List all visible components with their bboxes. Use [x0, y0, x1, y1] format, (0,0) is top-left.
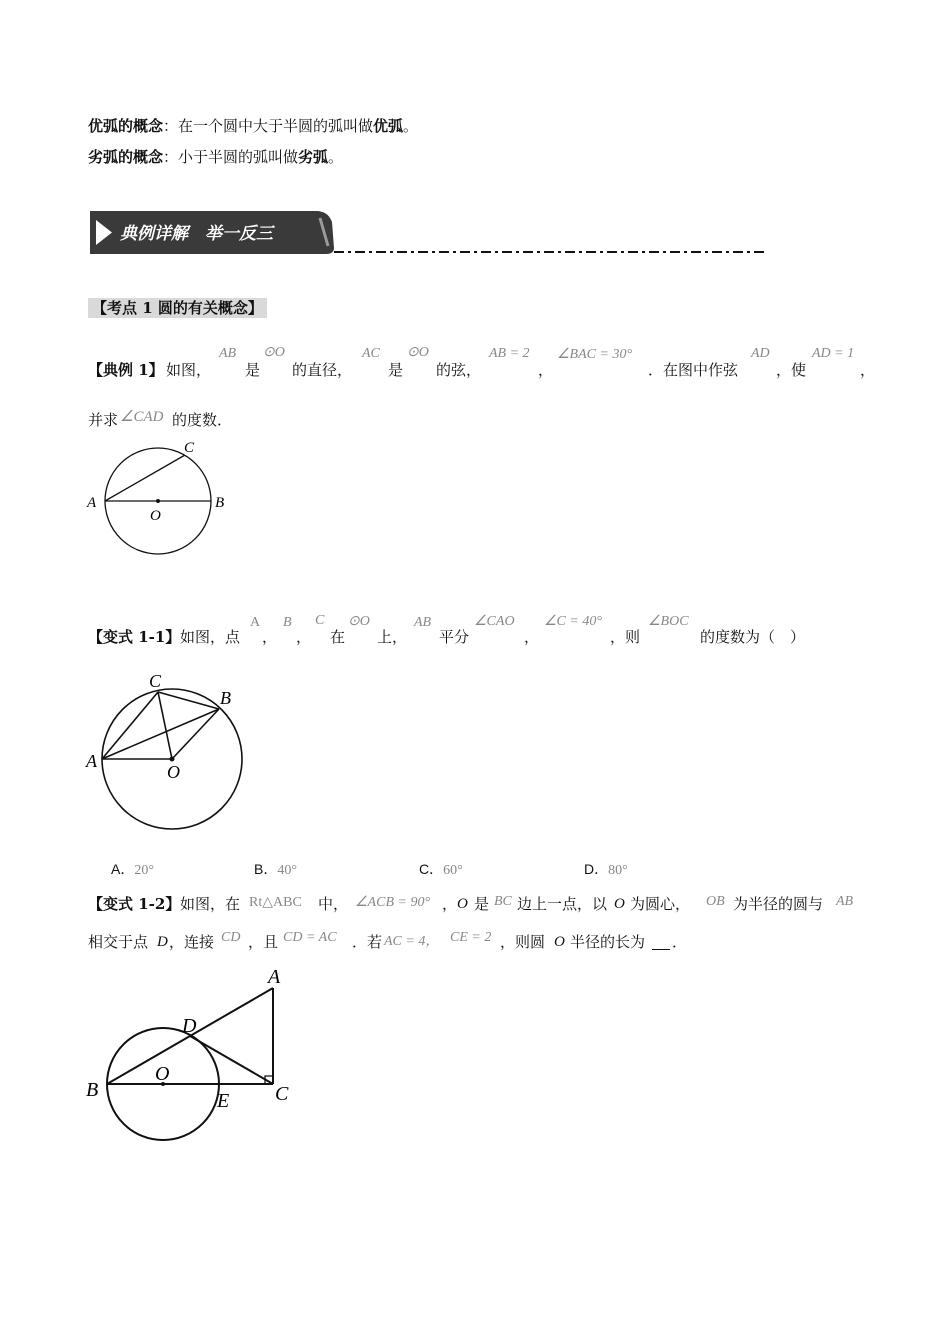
- option-b[interactable]: B．40°: [254, 861, 297, 878]
- option-c[interactable]: C．60°: [419, 861, 463, 878]
- section-tag: 【考点 1 圆的有关概念】: [88, 298, 267, 318]
- label-a: A: [268, 966, 281, 988]
- segment-ab: [102, 709, 219, 759]
- label-b: B: [215, 495, 225, 511]
- banner-text: 典例详解 举一反三: [120, 224, 273, 244]
- segment-co: [158, 692, 172, 759]
- minor-arc-definition: 劣弧的概念：小于半圆的弧叫做劣弧。: [88, 148, 344, 166]
- label-e: E: [217, 1090, 230, 1112]
- option-a[interactable]: A．20°: [111, 861, 154, 878]
- segment-bo: [172, 709, 219, 759]
- label-o: O: [155, 1063, 170, 1085]
- label-b: B: [86, 1079, 99, 1101]
- label-o: O: [150, 508, 161, 524]
- major-arc-definition: 优弧的概念：在一个圆中大于半圆的弧叫做优弧。: [88, 117, 419, 135]
- label-a: A: [87, 495, 97, 511]
- variant-1-2-figure: [84, 962, 304, 1147]
- minor-arc-term: 劣弧的概念: [88, 148, 164, 166]
- label-c: C: [184, 440, 195, 456]
- answer-blank[interactable]: [652, 935, 670, 950]
- segment-dc: [190, 1036, 273, 1084]
- label-b: B: [220, 688, 231, 708]
- label-c: C: [275, 1083, 289, 1105]
- example-1-figure: [84, 432, 244, 562]
- label-a: A: [86, 751, 97, 771]
- label-o: O: [167, 762, 180, 782]
- center-point: [156, 499, 160, 503]
- label-c: C: [149, 671, 162, 691]
- center-point: [170, 757, 175, 762]
- chord-ac: [105, 455, 185, 501]
- label-d: D: [182, 1015, 197, 1037]
- section-banner: [88, 208, 778, 260]
- option-d[interactable]: D．80°: [584, 861, 628, 878]
- variant-1-1-figure: [84, 668, 254, 838]
- major-arc-term: 优弧的概念: [88, 117, 164, 135]
